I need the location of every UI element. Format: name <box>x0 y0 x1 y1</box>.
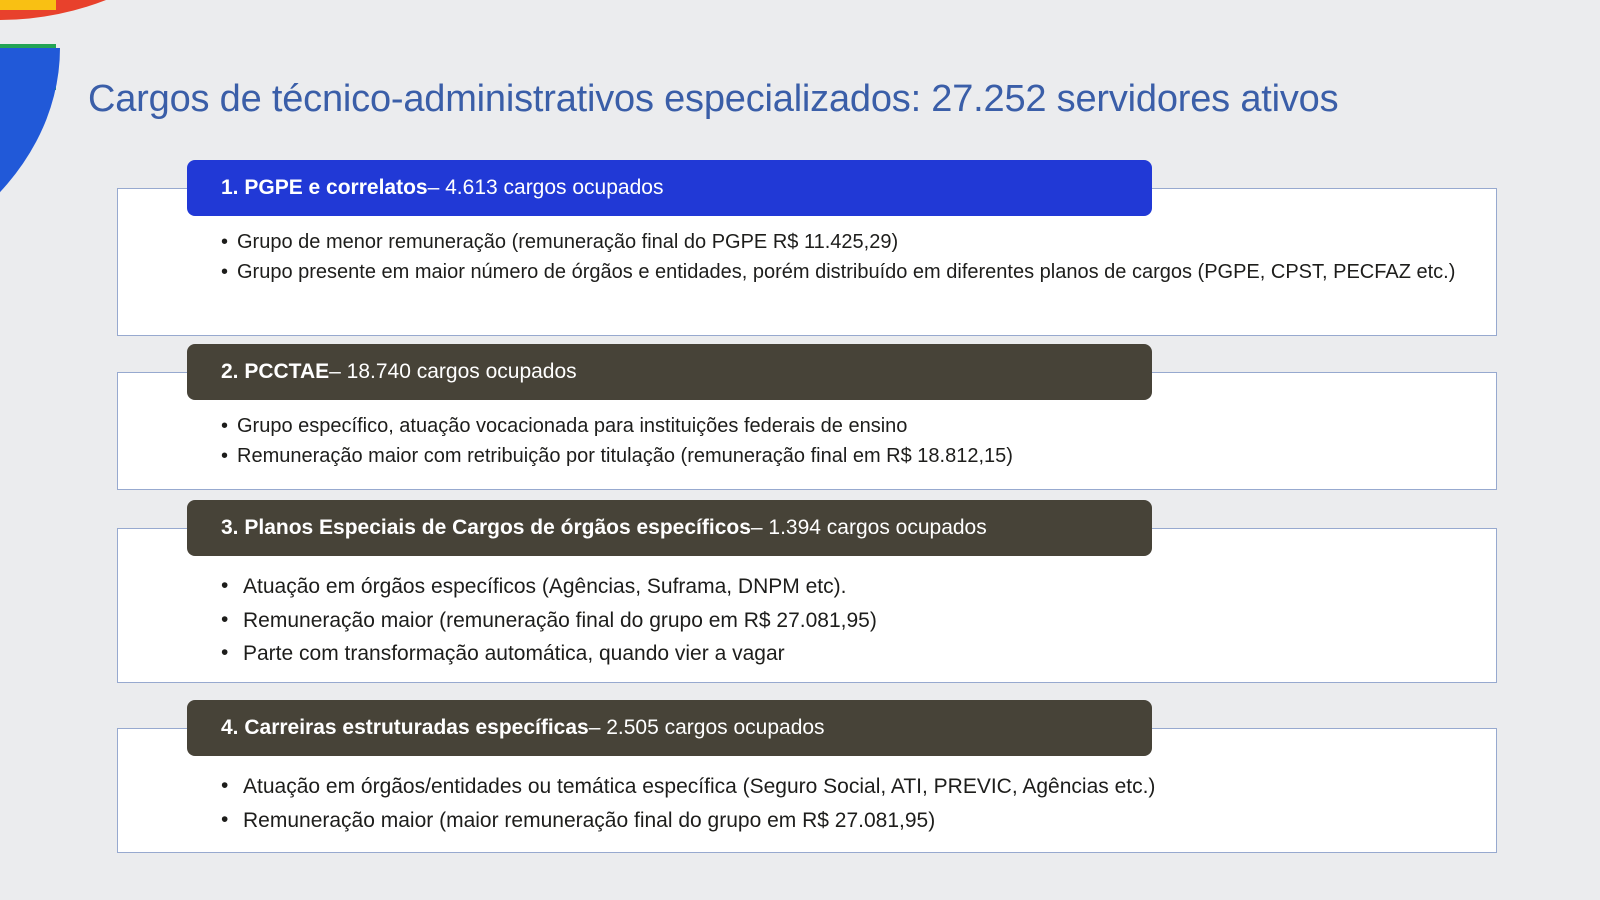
list-item <box>221 804 1473 838</box>
bullet-icon: • <box>221 574 229 597</box>
list-item <box>221 441 1473 471</box>
logo-blue-arc <box>0 48 60 290</box>
bullet-icon: • <box>221 807 229 831</box>
list-item-text: Remuneração maior (remuneração final do grupo em R$ 27.081,95) <box>243 608 877 632</box>
logo-green-bar <box>0 44 56 90</box>
bullet-icon: • <box>221 607 229 631</box>
group-header-1 <box>187 160 1152 216</box>
page-title: Cargos de técnico-administrativos especializados: 27.252 servidores ativos <box>88 78 1339 120</box>
bullet-icon: • <box>221 415 229 437</box>
group-header-3-count: – 1.394 cargos ocupados <box>750 516 987 539</box>
group-header-1-count: – 4.613 cargos ocupados <box>427 176 664 199</box>
list-item-text: Remuneração maior (maior remuneração final do grupo em R$ 27.081,95) <box>243 808 936 832</box>
list-item <box>221 257 1473 287</box>
group-header-4-count: – 2.505 cargos ocupados <box>588 716 825 739</box>
group-header-3-title: 3. Planos Especiais de Cargos de órgãos específicos <box>221 516 751 539</box>
list-item <box>221 604 1473 638</box>
list-item <box>221 637 1473 671</box>
group-header-3 <box>187 500 1152 556</box>
list-item-text: Atuação em órgãos/entidades ou temática específica (Seguro Social, ATI, PREVIC, Agências etc.) <box>243 775 1156 798</box>
bullet-icon: • <box>221 641 229 665</box>
bullet-icon: • <box>221 261 229 284</box>
list-item <box>221 227 1473 257</box>
list-item-text: Grupo específico, atuação vocacionada para instituições federais de ensino <box>237 415 908 437</box>
list-item <box>221 570 1473 604</box>
group-header-1-title: 1. PGPE e correlatos <box>221 176 428 199</box>
list-item-text: Remuneração maior com retribuição por titulação (remuneração final em R$ 18.812,15) <box>237 445 1013 468</box>
group-body-4 <box>221 770 1473 837</box>
group-header-4 <box>187 700 1152 756</box>
list-item <box>221 411 1473 441</box>
list-item-text: Grupo presente em maior número de órgãos e entidades, porém distribuído em diferentes planos de cargos (PGPE, CPST, PECFAZ etc.) <box>237 261 1456 284</box>
group-header-2-count: – 18.740 cargos ocupados <box>329 360 577 383</box>
list-item-text: Grupo de menor remuneração (remuneração final do PGPE R$ 11.425,29) <box>237 231 899 253</box>
bullet-icon: • <box>221 445 229 468</box>
bullet-icon: • <box>221 231 229 253</box>
logo-inner-mask <box>0 0 60 50</box>
list-item-text: Atuação em órgãos específicos (Agências, Suframa, DNPM etc). <box>243 575 847 598</box>
group-header-4-title: 4. Carreiras estruturadas específicas <box>221 716 589 739</box>
logo-yellow-bar <box>0 0 56 10</box>
list-item-text: Parte com transformação automática, quando vier a vagar <box>243 642 785 666</box>
group-body-2 <box>221 411 1473 472</box>
bullet-icon: • <box>221 774 229 797</box>
list-item <box>221 770 1473 804</box>
group-header-2 <box>187 344 1152 400</box>
group-body-3 <box>221 570 1473 671</box>
group-body-1 <box>221 227 1473 288</box>
group-header-2-title: 2. PCCTAE <box>221 360 330 383</box>
logo-red-arc <box>0 0 300 20</box>
